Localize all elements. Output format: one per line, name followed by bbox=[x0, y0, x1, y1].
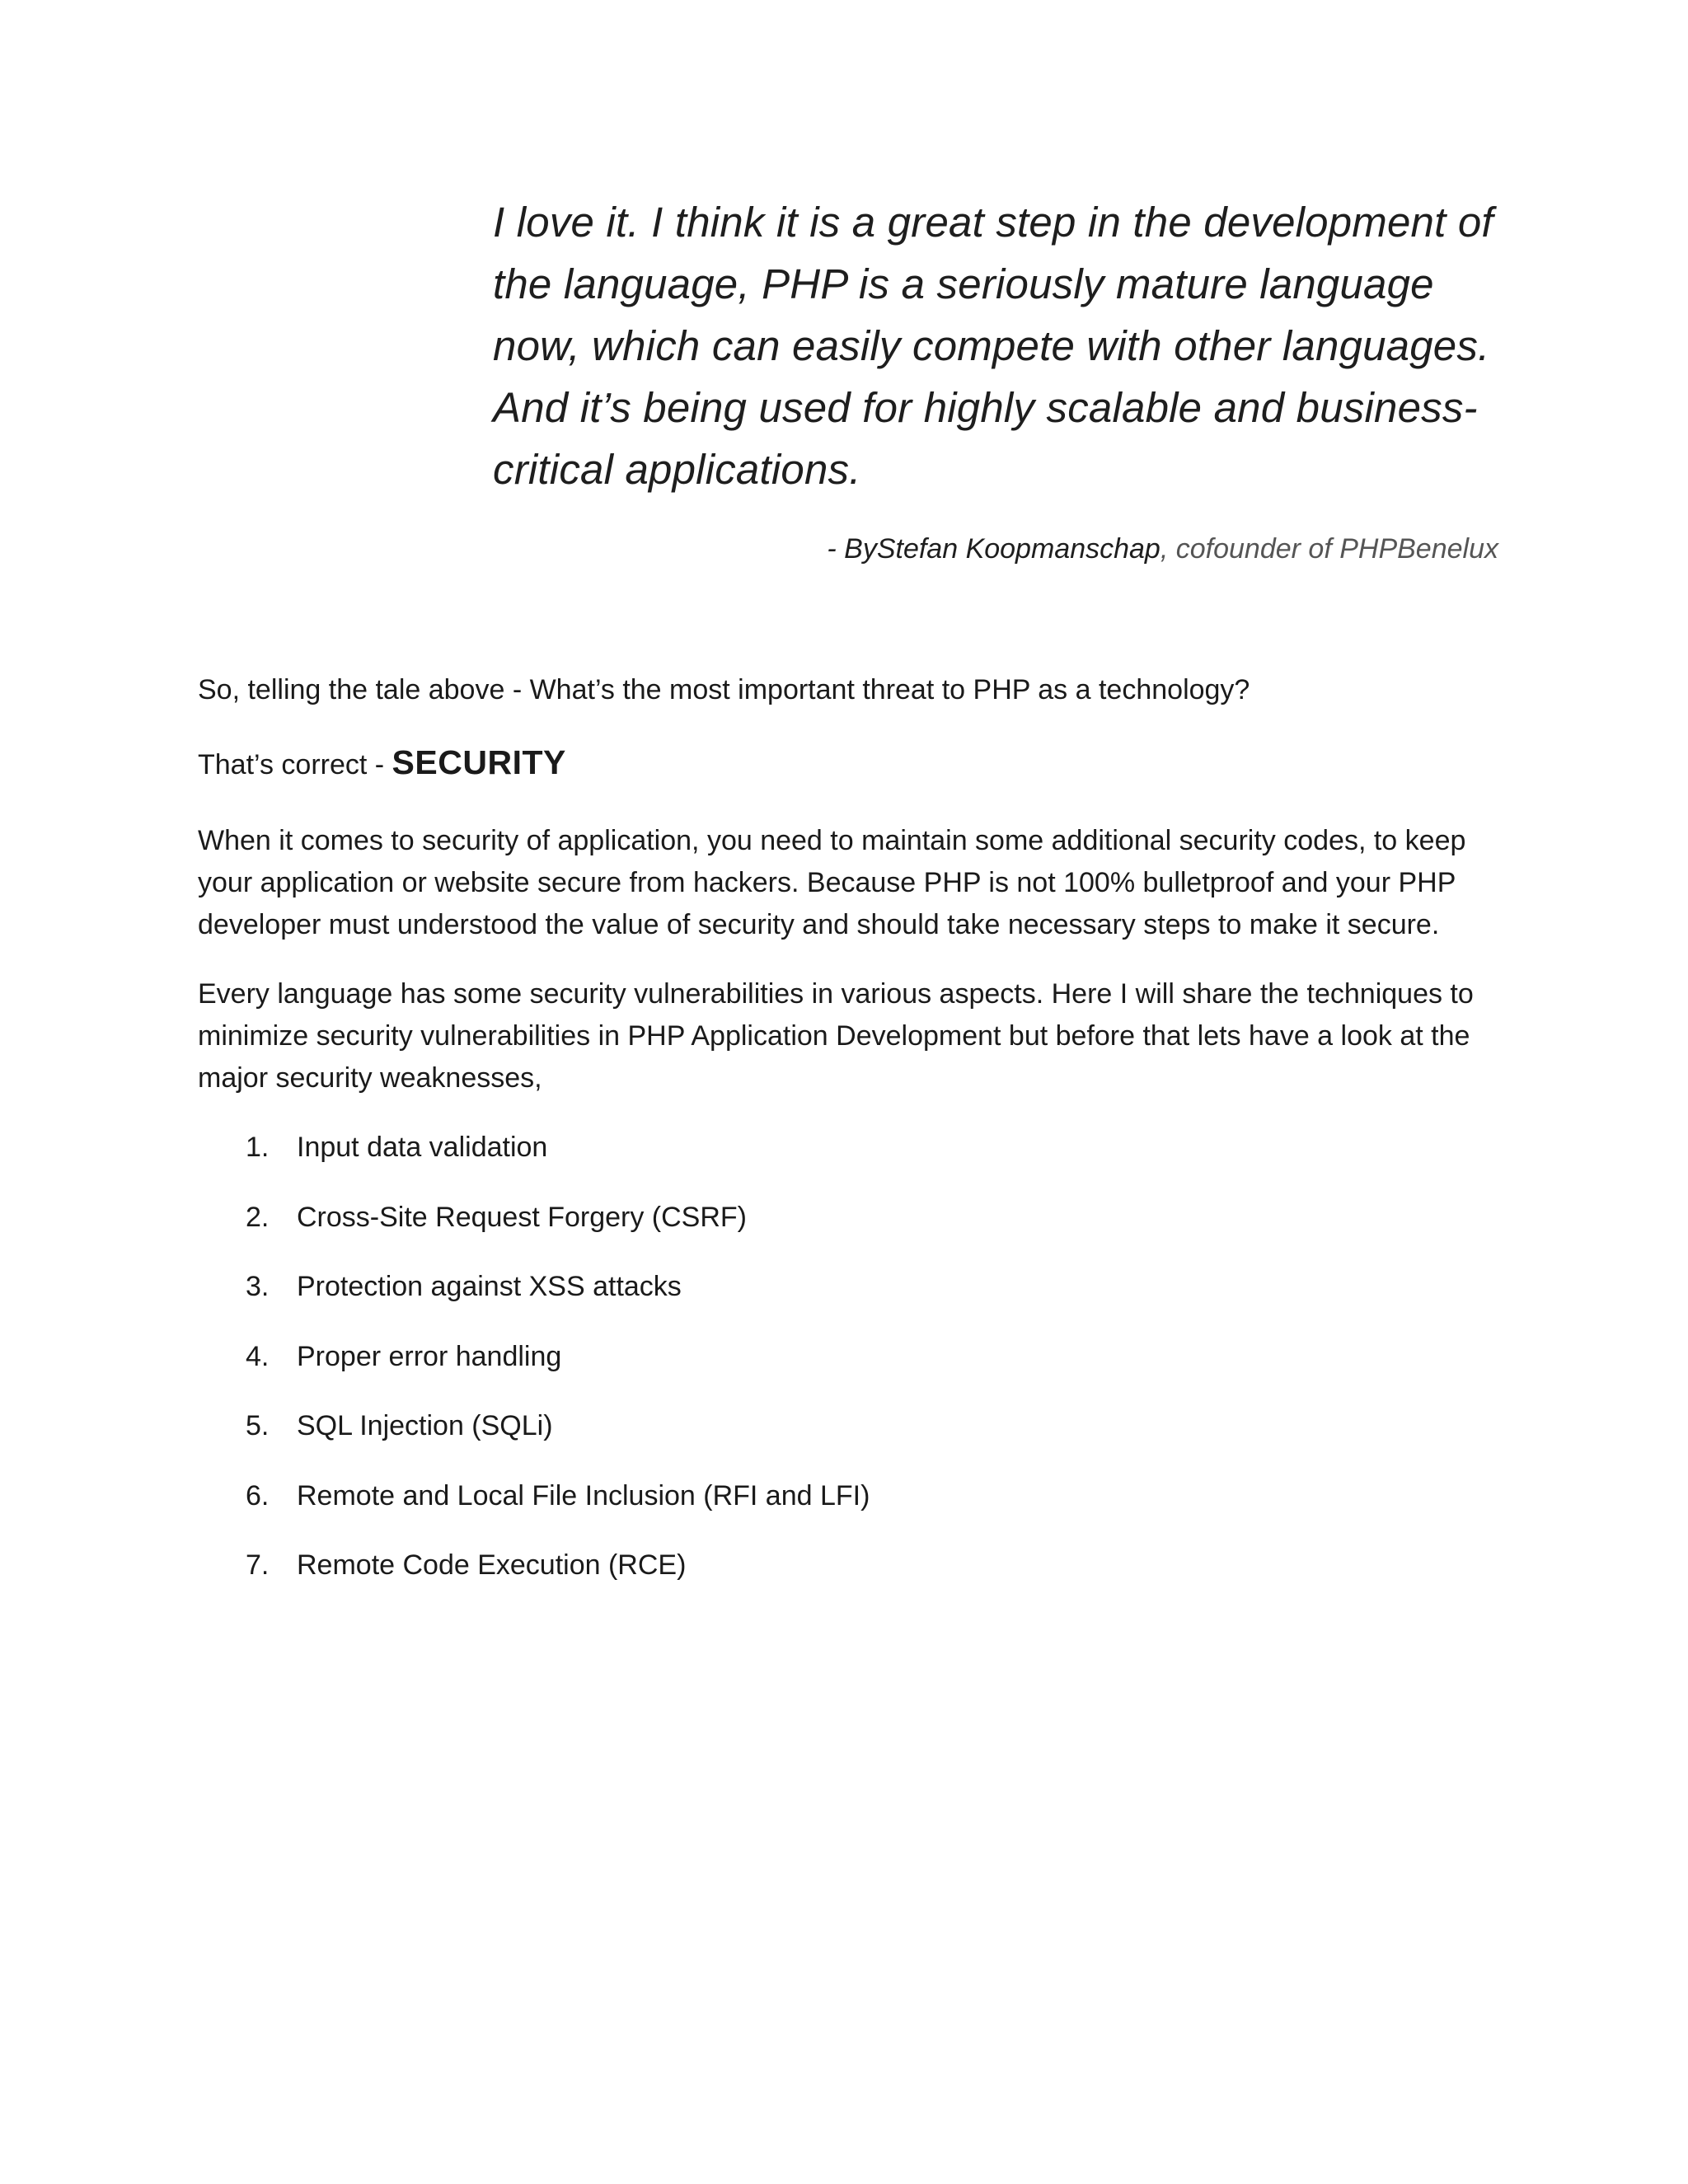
list-item-label: Remote and Local File Inclusion (RFI and LFI) bbox=[297, 1479, 870, 1511]
list-item bbox=[198, 1266, 1352, 1336]
list-item bbox=[198, 1336, 1352, 1406]
list-item-number: 4. bbox=[246, 1340, 270, 1372]
list-item-label: SQL Injection (SQLi) bbox=[297, 1410, 553, 1441]
quote-attribution bbox=[827, 531, 1498, 567]
list-item-number: 7. bbox=[246, 1549, 270, 1581]
weaknesses-list bbox=[198, 1127, 1352, 1615]
attribution-name: - ByStefan Koopmanschap bbox=[827, 533, 1160, 565]
list-item-label: Protection against XSS attacks bbox=[297, 1271, 682, 1302]
list-item-label: Input data validation bbox=[297, 1132, 548, 1163]
list-item-label: Remote Code Execution (RCE) bbox=[297, 1549, 687, 1581]
answer-prefix: That’s correct - bbox=[198, 749, 392, 780]
list-item-number: 2. bbox=[246, 1201, 270, 1233]
vulnerabilities-paragraph: Every language has some security vulnerabilities in various aspects. Here I will share the techniques to minimize security vulnerabilities in PHP Application Development but before that lets have a look at the major security weaknesses, bbox=[198, 978, 1474, 1094]
list-item bbox=[198, 1544, 1352, 1615]
security-emphasis: SECURITY bbox=[392, 743, 566, 781]
pull-quote bbox=[493, 191, 1498, 565]
list-item-number: 6. bbox=[246, 1479, 270, 1511]
list-item-number: 5. bbox=[246, 1410, 270, 1441]
list-item bbox=[198, 1197, 1352, 1267]
list-item-number: 1. bbox=[246, 1132, 270, 1163]
list-item-label: Proper error handling bbox=[297, 1340, 562, 1372]
list-item bbox=[198, 1405, 1352, 1475]
list-item bbox=[198, 1475, 1352, 1545]
question-paragraph: So, telling the tale above - What’s the most important threat to PHP as a technology? bbox=[198, 674, 1250, 705]
list-item-label: Cross-Site Request Forgery (CSRF) bbox=[297, 1201, 748, 1233]
quote-text: I love it. I think it is a great step in the development of the language, PHP is a seriously mature language now, which can easily compete with other languages. And it’s being used for highly scalable and business-critical applications. bbox=[493, 199, 1493, 493]
security-paragraph: When it comes to security of application, you need to maintain some additional security codes, to keep your application or website secure from hackers. Because PHP is not 100% bulletproof and your PHP developer must understood the value of security and should take necessary steps to make it secure. bbox=[198, 825, 1466, 940]
answer-paragraph bbox=[198, 742, 1517, 786]
list-item-number: 3. bbox=[246, 1271, 270, 1302]
list-item bbox=[198, 1127, 1352, 1197]
attribution-role: , cofounder of PHPBenelux bbox=[1160, 533, 1498, 565]
